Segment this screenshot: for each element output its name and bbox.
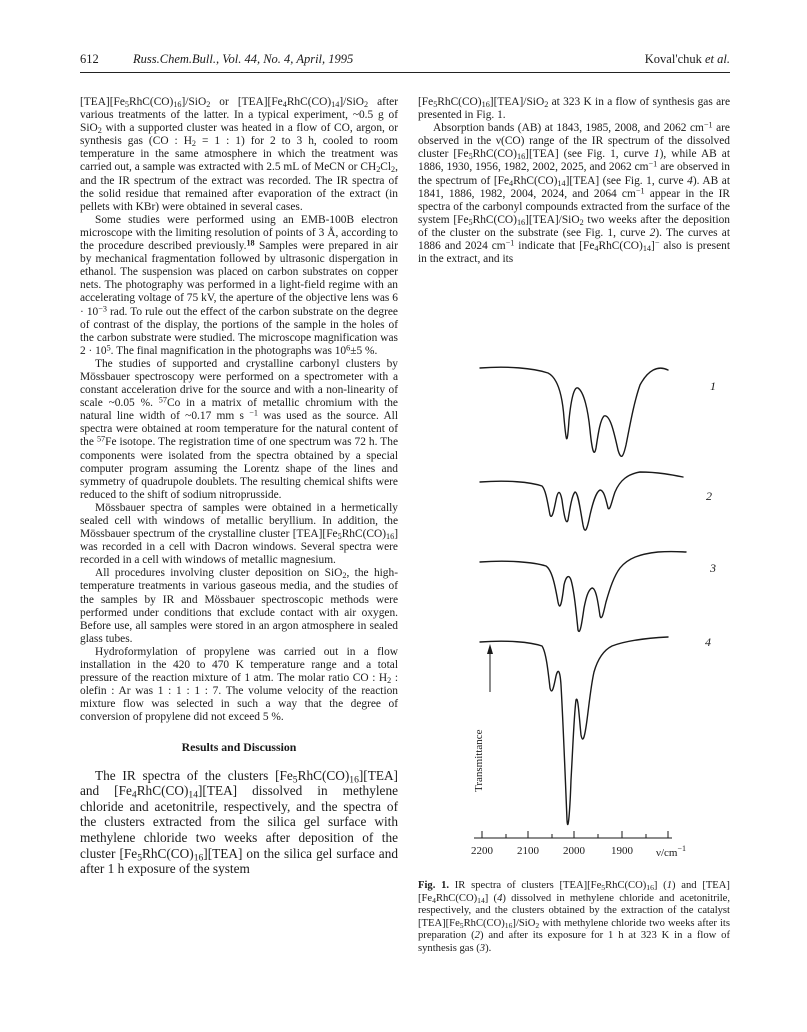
spectrum-curve-4 (480, 637, 668, 824)
curve-label-3: 3 (710, 561, 716, 575)
running-header (80, 52, 730, 70)
author-line: Koval'chuk et al. (644, 52, 730, 66)
figure-caption: Fig. 1. IR spectra of clusters $[TEA][Fe_5RhC(CO)_{16}]$ (1) and $[TEA][Fe_4RhC(CO)_{14}]$ (4) dissolved in methylene chloride and acetonitrile, respectively, and the clusters obtained by the extraction of the catalyst $[TEA][Fe_5RhC(CO)_{16}]/SiO_2$ with methylene chloride two weeks after its preparation (2) and after its exposure for 1 h at 323 K in a flow of synthesis gas (3). (418, 880, 730, 954)
x-axis (474, 831, 672, 838)
paragraph-hydroformylation: Hydroformylation of propylene was carried out in a flow installation in the 420 to 470 K temperature range and a total pressure of the reaction mixture of 1 atm. The molar ratio CO : $H_2$ : olefin : Ar was 1 : 1 : 1 : 7. The volume velocity of the reaction mixture flow was selected in such a way that the degree of conversion of propylene did not exceed 5 %. (80, 645, 399, 724)
paragraph-results-intro: The IR spectra of the clusters $[Fe_5RhC(CO)_{16}][TEA]$ and $[Fe_4RhC(CO)_{14}][TEA]$ dissolved in methylene chloride and acetonitrile, respectively, and the spectra of the clusters extracted from the silica gel surface with methylene chloride two weeks after deposition of the cluster $[Fe_5RhC(CO)_{16}][TEA]$ on the silica gel surface and after 1 h exposure of the system (80, 767, 398, 877)
arrow-head-icon (487, 644, 493, 654)
curve-labels (705, 379, 716, 649)
x-tick-label: 2000 (563, 845, 585, 857)
x-tick-label: 2100 (517, 845, 539, 857)
y-axis (473, 644, 493, 792)
paragraph-continued: $[Fe_5RhC(CO)_{16}][TEA]/SiO_2$ at 323 K in a flow of synthesis gas are presented in Fig. 1. (418, 96, 730, 122)
curve-label-1: 1 (710, 379, 716, 393)
journal-citation: Russ.Chem.Bull., Vol. 44, No. 4, April, 1995 (133, 52, 354, 66)
spectrum-curve-2 (480, 472, 683, 530)
x-tick-label: 1900 (611, 845, 633, 857)
left-column (80, 96, 398, 877)
section-heading: Results and Discussion (181, 739, 297, 754)
x-tick-label: 2200 (471, 845, 493, 857)
spectra-plot (418, 340, 730, 865)
y-axis-label: Transmittance (473, 729, 485, 792)
page-number: 612 (80, 52, 99, 66)
paragraph-procedures: All procedures involving cluster deposition on SiO$_2$, the high-temperature treatments in various gaseous media, and the studies of the samples by IR and Mössbauer spectroscopic methods were performed under conditions that exclude contact with air oxygen. Before use, all samples were stored in an argon atmosphere in sealed glass tubes. (80, 567, 398, 645)
ir-spectra-figure (418, 340, 730, 865)
curve-label-4: 4 (705, 635, 711, 649)
right-column (418, 96, 730, 266)
x-tick-labels (471, 845, 634, 857)
header-rule (80, 72, 730, 73)
paragraph-absorption-bands: Absorption bands (AB) at 1843, 1985, 2008, and 2062 $cm^{-1}$ are observed in the ν(CO) range of the IR spectrum of the dissolved cluster $[Fe_5RhC(CO)_{16}][TEA]$ (see Fig. 1, curve 1), while AB at 1886, 1930, 1956, 1982, 2002, 2025, and 2062 $cm^{-1}$ are observed in the spectrum of $[Fe_4RhC(CO)_{14}][TEA]$ (see Fig. 1, curve 4). AB at 1841, 1886, 1982, 2004, 2024, and 2064 $cm^{-1}$ appear in the IR spectra of the carbonyl compounds extracted from the surface of the system $[Fe_5RhC(CO)_{16}][TEA]/SiO_2$ two weeks after the deposition of the cluster on the substrate (see Fig. 1, curve 2). The curves at 1886 and 2024 $cm^{-1}$ indicate that $[Fe_4RhC(CO)_{14}]^-$ also is present in the extract, and its (418, 120, 731, 266)
paragraph-sample-treatment: $[TEA][Fe_5RhC(CO)_{16}]/SiO_2$ or $[TEA][Fe_4RhC(CO)_{14}]/SiO_2$ after various treatments of the latter. In a typical experiment, ~0.5 g of SiO$_2$ with a supported cluster was heated in a flow of CO, argon, or synthesis gas (CO : $H_2 = 1$ : 1) for 2 to 3 h, cooled to room temperature in the same atmosphere in which the treatment was carried out, a sample was extracted with 2.5 mL of MeCN or $CH_2Cl_2$, and the IR spectrum of the extract was recorded. The IR spectra of the solid residue that remained after evaporation of the extract (in pellets with KBr) were obtained in several cases. (80, 96, 398, 213)
x-axis-unit: $\nu/cm^{-1}$ (656, 844, 686, 859)
spectrum-curve-3 (480, 552, 686, 632)
paragraph-mossbauer-cells: Mössbauer spectra of samples were obtained in a hermetically sealed cell with windows of metallic beryllium. In addition, the Mössbauer spectrum of the crystalline cluster $[TEA][Fe_5RhC(CO)_{16}]$ was recorded in a cell with Dacron windows. Several spectra were recorded in a cell with windows of metallic magnesium. (80, 501, 398, 567)
paragraph-mossbauer-method: The studies of supported and crystalline carbonyl clusters by Mössbauer spectroscopy were performed on a spectrometer with a constant acceleration drive for the source and with a non-linearity of scale ~0.05 %. $^{57}$Co in a matrix of metallic chromium with the natural line width of ~0.17 mm s $^{-1}$ was used as the source. All spectra were obtained at room temperature for the natural content of the $^{57}$Fe isotope. The registration time of one spectrum was 72 h. The components were isolated from the spectra obtained by a special computer program assuming the Lorentz shape of the lines and symmetry of quadrupole doublets. The resulting chemical shifts were reduced to the shift of sodium nitroprusside. (80, 357, 399, 501)
curve-label-2: 2 (706, 489, 712, 503)
spectrum-curve-1 (480, 367, 668, 456)
paragraph-electron-microscopy: Some studies were performed using an EMB-100B electron microscope with the limiting resolution of points of 3 Å, according to the procedure described previously.$^{18}$ Samples were prepared in air by mechanical fragmentation followed by ultrasonic dispergation in ethanol. The suspension was placed on carbon substrates on copper nets. The photography was performed in a light-field regime with an accelerating voltage of 75 kV, the aperture of the objective lens was $6 \cdot 10^{-3}$ rad. To rule out the effect of the carbon substrate on the degree of contrast of the display, the portions of the sample in the holes of the carbon substrate were studied. The microscope magnification was $2 \cdot 10^5$. The final magnification in the photographs was $10^6\pm 5$ %. (80, 213, 398, 357)
